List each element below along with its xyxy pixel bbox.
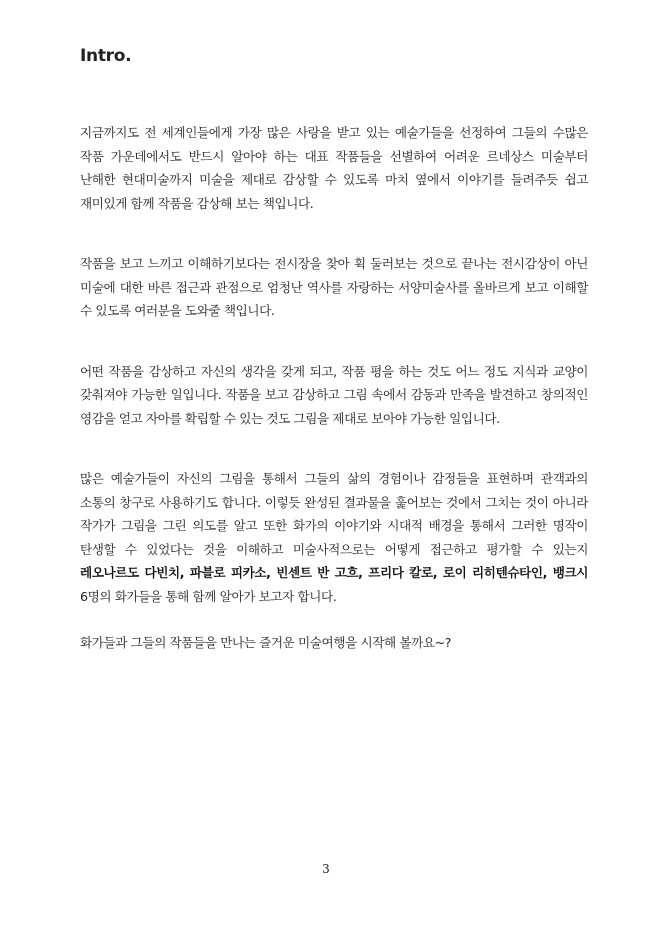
page-title: Intro. bbox=[80, 46, 132, 66]
page-number: 3 bbox=[322, 862, 330, 876]
paragraph-4-text-end: 6명의 화가들을 통해 함께 알아가 보고자 합니다. bbox=[80, 588, 337, 604]
paragraph-4-text-start: 많은 예술가들이 자신의 그림을 통해서 그들의 삶의 경험이나 감정들을 표현하며 관객과의 소통의 창구로 사용하기도 합니다. 이렇듯 완성된 결과물을 훑어보는 것에서 그치는 것이 아니라 작가가 그림을 그린 의도를 알고 또한 화가의 이야기와 시대적 배경을 통해서 그러한 명작이 탄생할 수 있었다는 것을 이해하고 미술사적으로는 어떻게 접근하고 평가할 수 있는지 bbox=[80, 471, 588, 557]
paragraph-4 bbox=[80, 467, 588, 608]
paragraph-1: 지금까지도 전 세계인들에게 가장 많은 사랑을 받고 있는 예술가들을 선정하여 그들의 수많은 작품 가운데에서도 반드시 알아야 하는 대표 작품들을 선별하여 어려운 르네상스 미술부터 난해한 현대미술까지 미술을 제대로 감상할 수 있도록 마치 옆에서 이야기를 들려주듯 쉽고 재미있게 함께 작품을 감상해 보는 책입니다. bbox=[80, 125, 588, 211]
paragraph-5: 화가들과 그들의 작품들을 만나는 즐거운 미술여행을 시작해 볼까요~? bbox=[80, 635, 452, 650]
paragraph-3: 어떤 작품을 감상하고 자신의 생각을 갖게 되고, 작품 평을 하는 것도 어느 정도 지식과 교양이 갖춰져야 가능한 일입니다. 작품을 보고 감상하고 그림 속에서 감동과 만족을 발견하고 창의적인 영감을 얻고 자아를 확립할 수 있는 것도 그림을 제대로 보아야 가능한 일입니다. bbox=[80, 363, 588, 426]
paragraph-2: 작품을 보고 느끼고 이해하기보다는 전시장을 찾아 휙 둘러보는 것으로 끝나는 전시감상이 아닌 미술에 대한 바른 접근과 관점으로 엄청난 역사를 자랑하는 서양미술사를 올바르게 보고 이해할 수 있도록 여러분을 도와줄 책입니다. bbox=[80, 256, 588, 318]
body-text bbox=[80, 121, 588, 655]
artist-names: 레오나르도 다빈치, 파블로 피카소, 빈센트 반 고흐, 프리다 칼로, 로이 리히텐슈타인, 뱅크시 bbox=[80, 565, 588, 580]
